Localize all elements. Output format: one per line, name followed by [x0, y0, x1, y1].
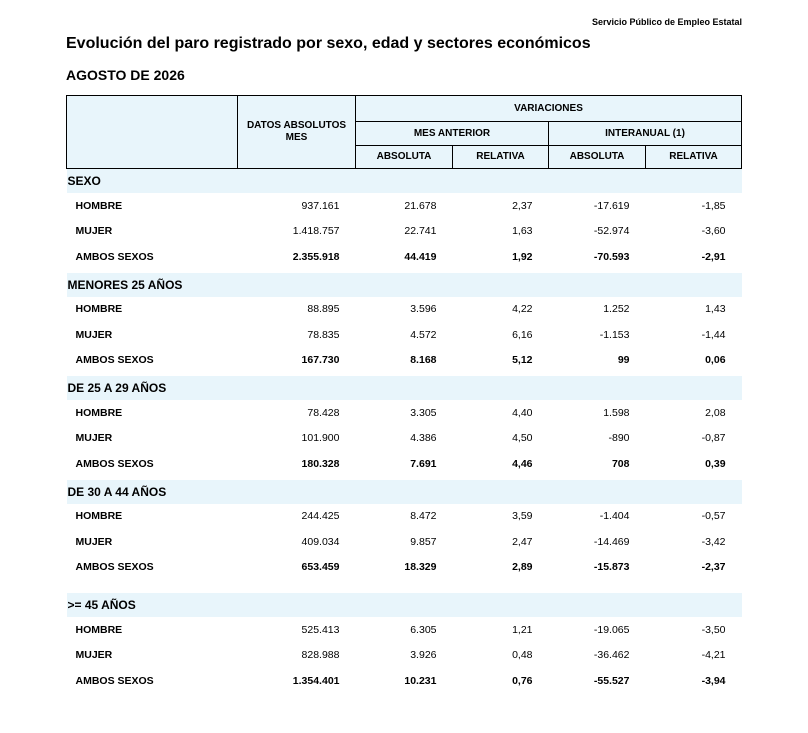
cell-relativa-mes: 2,37 — [512, 199, 533, 212]
row-label: AMBOS SEXOS — [75, 250, 154, 263]
table-row — [67, 668, 742, 694]
cell-absoluta-interanual: -52.974 — [593, 225, 630, 238]
header-absoluta-interanual: ABSOLUTA — [549, 146, 646, 169]
cell-absoluta-interanual: 1.598 — [603, 406, 630, 419]
unemployment-table — [66, 95, 742, 694]
section-spacer — [67, 580, 742, 593]
cell-relativa-interanual: -2,37 — [701, 561, 726, 574]
cell-datos-absolutos: 937.161 — [301, 199, 340, 212]
cell-relativa-mes: 2,47 — [512, 535, 533, 548]
cell-relativa-interanual: -3,60 — [701, 225, 726, 238]
cell-relativa-mes: 2,89 — [512, 561, 533, 574]
cell-relativa-interanual: -0,57 — [701, 510, 726, 523]
table-row — [67, 555, 742, 581]
table-row — [67, 426, 742, 452]
cell-relativa-mes: 1,21 — [512, 623, 533, 636]
row-label: AMBOS SEXOS — [75, 457, 154, 470]
cell-relativa-mes: 4,40 — [512, 406, 533, 419]
cell-absoluta-mes: 4.572 — [410, 328, 437, 341]
spacer-cell — [67, 580, 742, 593]
cell-relativa-mes: 4,46 — [512, 457, 533, 470]
cell-absoluta-interanual: 708 — [611, 457, 630, 470]
cell-datos-absolutos: 2.355.918 — [292, 250, 340, 263]
row-label: HOMBRE — [75, 199, 123, 212]
cell-absoluta-interanual: -70.593 — [593, 250, 630, 263]
cell-relativa-mes: 4,22 — [512, 303, 533, 316]
cell-relativa-interanual: -3,50 — [701, 623, 726, 636]
header-relativa-interanual: RELATIVA — [646, 146, 742, 169]
table-row — [67, 643, 742, 669]
cell-absoluta-interanual: -1.153 — [599, 328, 630, 341]
row-label: MUJER — [75, 432, 113, 445]
table-row — [67, 297, 742, 323]
cell-absoluta-mes: 7.691 — [410, 457, 437, 470]
row-label: AMBOS SEXOS — [75, 674, 154, 687]
cell-relativa-mes: 1,63 — [512, 225, 533, 238]
table-row — [67, 400, 742, 426]
cell-absoluta-mes: 18.329 — [404, 561, 437, 574]
cell-datos-absolutos: 78.428 — [307, 406, 340, 419]
table-row — [67, 504, 742, 530]
cell-datos-absolutos: 1.354.401 — [292, 674, 340, 687]
table-header — [67, 96, 742, 169]
cell-datos-absolutos: 180.328 — [301, 457, 340, 470]
report-period: AGOSTO DE 2026 — [66, 67, 185, 83]
cell-datos-absolutos: 101.900 — [301, 432, 340, 445]
cell-relativa-mes: 1,92 — [512, 250, 533, 263]
cell-absoluta-interanual: -890 — [608, 432, 630, 445]
cell-relativa-mes: 6,16 — [512, 328, 533, 341]
cell-absoluta-mes: 21.678 — [404, 199, 437, 212]
cell-relativa-interanual: -0,87 — [701, 432, 726, 445]
table-row — [67, 244, 742, 270]
cell-absoluta-mes: 44.419 — [404, 250, 437, 263]
cell-datos-absolutos: 78.835 — [307, 328, 340, 341]
section-title: MENORES 25 AÑOS — [67, 273, 742, 297]
table-row — [67, 322, 742, 348]
header-mes-anterior: MES ANTERIOR — [356, 122, 549, 146]
section-title: DE 25 A 29 AÑOS — [67, 376, 742, 400]
cell-relativa-interanual: 0,06 — [705, 354, 726, 367]
cell-relativa-interanual: -3,94 — [701, 674, 726, 687]
section-header-row — [67, 376, 742, 400]
row-label: HOMBRE — [75, 406, 123, 419]
table-body — [67, 169, 742, 694]
header-blank-cell — [67, 96, 238, 169]
section-title: SEXO — [67, 169, 742, 194]
table-row — [67, 451, 742, 477]
cell-absoluta-mes: 3.596 — [410, 303, 437, 316]
cell-datos-absolutos: 244.425 — [301, 510, 340, 523]
header-variaciones: VARIACIONES — [356, 96, 742, 122]
cell-relativa-mes: 5,12 — [512, 354, 533, 367]
header-datos-absolutos: DATOS ABSOLUTOS MES — [238, 96, 356, 169]
header-interanual: INTERANUAL (1) — [549, 122, 742, 146]
row-label: MUJER — [75, 649, 113, 662]
cell-absoluta-mes: 6.305 — [410, 623, 437, 636]
cell-datos-absolutos: 828.988 — [301, 649, 340, 662]
table-row — [67, 193, 742, 219]
cell-datos-absolutos: 1.418.757 — [292, 225, 340, 238]
section-header-row — [67, 169, 742, 194]
section-header-row — [67, 480, 742, 504]
table-row — [67, 529, 742, 555]
cell-absoluta-interanual: -36.462 — [593, 649, 630, 662]
cell-relativa-interanual: -3,42 — [701, 535, 726, 548]
cell-relativa-interanual: 1,43 — [705, 303, 726, 316]
table-row — [67, 617, 742, 643]
row-label: HOMBRE — [75, 623, 123, 636]
section-title: DE 30 A 44 AÑOS — [67, 480, 742, 504]
row-label: MUJER — [75, 535, 113, 548]
cell-relativa-interanual: -4,21 — [701, 649, 726, 662]
cell-absoluta-mes: 8.168 — [410, 354, 437, 367]
cell-absoluta-mes: 8.472 — [410, 510, 437, 523]
agency-name: Servicio Público de Empleo Estatal — [591, 17, 742, 27]
cell-absoluta-interanual: -14.469 — [593, 535, 630, 548]
cell-relativa-interanual: 2,08 — [705, 406, 726, 419]
cell-absoluta-mes: 3.305 — [410, 406, 437, 419]
cell-relativa-mes: 3,59 — [512, 510, 533, 523]
cell-absoluta-mes: 22.741 — [404, 225, 437, 238]
cell-datos-absolutos: 167.730 — [301, 354, 340, 367]
cell-absoluta-interanual: 1.252 — [603, 303, 630, 316]
row-label: MUJER — [75, 225, 113, 238]
cell-relativa-mes: 4,50 — [512, 432, 533, 445]
cell-absoluta-interanual: -1.404 — [599, 510, 630, 523]
row-label: MUJER — [75, 328, 113, 341]
header-relativa-mes: RELATIVA — [453, 146, 549, 169]
cell-absoluta-interanual: 99 — [617, 354, 630, 367]
cell-relativa-mes: 0,48 — [512, 649, 533, 662]
cell-relativa-interanual: -1,85 — [701, 199, 726, 212]
cell-absoluta-mes: 10.231 — [404, 674, 437, 687]
section-title: >= 45 AÑOS — [67, 593, 742, 617]
section-header-row — [67, 273, 742, 297]
cell-absoluta-mes: 9.857 — [410, 535, 437, 548]
cell-absoluta-interanual: -17.619 — [593, 199, 630, 212]
cell-datos-absolutos: 525.413 — [301, 623, 340, 636]
table-row — [67, 219, 742, 245]
table-row — [67, 348, 742, 374]
cell-datos-absolutos: 409.034 — [301, 535, 340, 548]
row-label: HOMBRE — [75, 303, 123, 316]
section-header-row — [67, 593, 742, 617]
cell-relativa-mes: 0,76 — [512, 674, 533, 687]
cell-datos-absolutos: 653.459 — [301, 561, 340, 574]
header-absoluta-mes: ABSOLUTA — [356, 146, 453, 169]
cell-absoluta-mes: 4.386 — [410, 432, 437, 445]
cell-absoluta-interanual: -19.065 — [593, 623, 630, 636]
cell-absoluta-interanual: -15.873 — [593, 561, 630, 574]
row-label: AMBOS SEXOS — [75, 561, 154, 574]
cell-relativa-interanual: -2,91 — [701, 250, 726, 263]
cell-relativa-interanual: 0,39 — [705, 457, 726, 470]
row-label: HOMBRE — [75, 510, 123, 523]
cell-absoluta-interanual: -55.527 — [593, 674, 630, 687]
cell-relativa-interanual: -1,44 — [701, 328, 726, 341]
cell-datos-absolutos: 88.895 — [307, 303, 340, 316]
row-label: AMBOS SEXOS — [75, 354, 154, 367]
cell-absoluta-mes: 3.926 — [410, 649, 437, 662]
report-title: Evolución del paro registrado por sexo, edad y sectores económicos — [66, 35, 591, 52]
